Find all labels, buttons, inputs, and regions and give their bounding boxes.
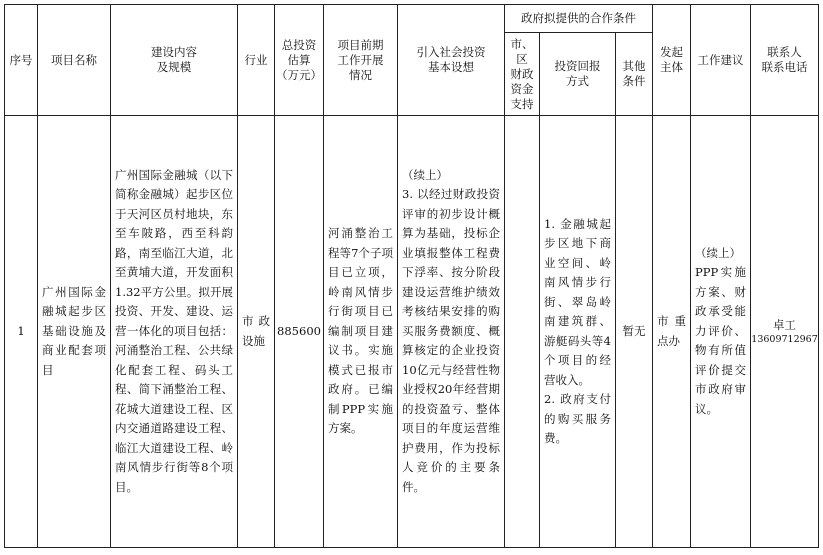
col-header-content: 建设内容 及规模 [111, 5, 238, 116]
col-group-cooperation: 政府拟提供的合作条件 [505, 5, 653, 33]
table-row [5, 116, 819, 548]
col-header-name: 项目名称 [38, 5, 111, 116]
row-contact [751, 116, 819, 548]
project-table [4, 4, 819, 548]
row-investment: 885600 [275, 116, 324, 548]
col-header-preliminary: 项目前期 工作开展 情况 [324, 5, 398, 116]
row-other-conditions: 暂无 [616, 116, 653, 548]
col-header-other: 其他 条件 [616, 33, 653, 116]
row-preliminary-work: 河涌整治工程等7个子项目已立项，岭南风情步行街项目已编制项目建议书。实施模式已报市政府。已编制PPP实施方案。 [324, 116, 398, 548]
row-construction-content: 广州国际金融城（以下简称金融城）起步区位于天河区员村地块，东至车陂路，西至科韵路，南至临江大道，北至黄埔大道，开发面积1.32平方公里。拟开展投资、开发、建设、运营一体化的项目包括：河涌整治工程、公共绿化配套工程、码头工程、简下涌整治工程、花城大道建设工程、区内交通道路建设工程、临江大道建设工程、岭南风情步行街等8个项目。 [111, 116, 238, 548]
row-social-capital-plan: （续上） 3. 以经过财政投资评审的初步设计概算为基础，投标企业填报整体工程费下浮率、按分阶段建设运营维护绩效考核结果安排的购买服务费额度、概算核定的企业投资10亿元与经营性物业授权20年经营期的投资盈亏、整体项目的年度运营维护费用，作为投标人竞价的主要条件。 [398, 116, 505, 548]
row-project-name: 广州国际金融城起步区基础设施及商业配套项目 [38, 116, 111, 548]
col-header-return-mode: 投资回报 方式 [540, 33, 616, 116]
row-return-mode: 1. 金融城起步区地下商业空间、岭南风情步行街、翠岛岭南建筑群、游艇码头等4个项目的经营收入。 2. 政府支付的购买服务费。 [540, 116, 616, 548]
col-header-investment: 总投资 估算 （万元） [275, 5, 324, 116]
col-header-suggestion: 工作建议 [691, 5, 751, 116]
row-index: 1 [5, 116, 38, 548]
col-header-contact: 联系人 联系电话 [751, 5, 819, 116]
row-fiscal-support [505, 116, 540, 548]
contact-name: 卓工 [773, 317, 797, 332]
row-industry: 市政设施 [238, 116, 275, 548]
row-initiator: 市重点办 [653, 116, 691, 548]
col-header-industry: 行业 [238, 5, 275, 116]
col-header-fiscal-support: 市、区 财政 资金 支持 [505, 33, 540, 116]
contact-phone: 13609712967 [751, 333, 818, 345]
col-header-social-capital: 引入社会投资 基本设想 [398, 5, 505, 116]
row-work-suggestion: （续上） PPP实施方案、财政承受能力评价、物有所值评价提交市政府审议。 [691, 116, 751, 548]
col-header-initiator: 发起 主体 [653, 5, 691, 116]
col-header-index: 序号 [5, 5, 38, 116]
header-row-top [5, 5, 819, 33]
